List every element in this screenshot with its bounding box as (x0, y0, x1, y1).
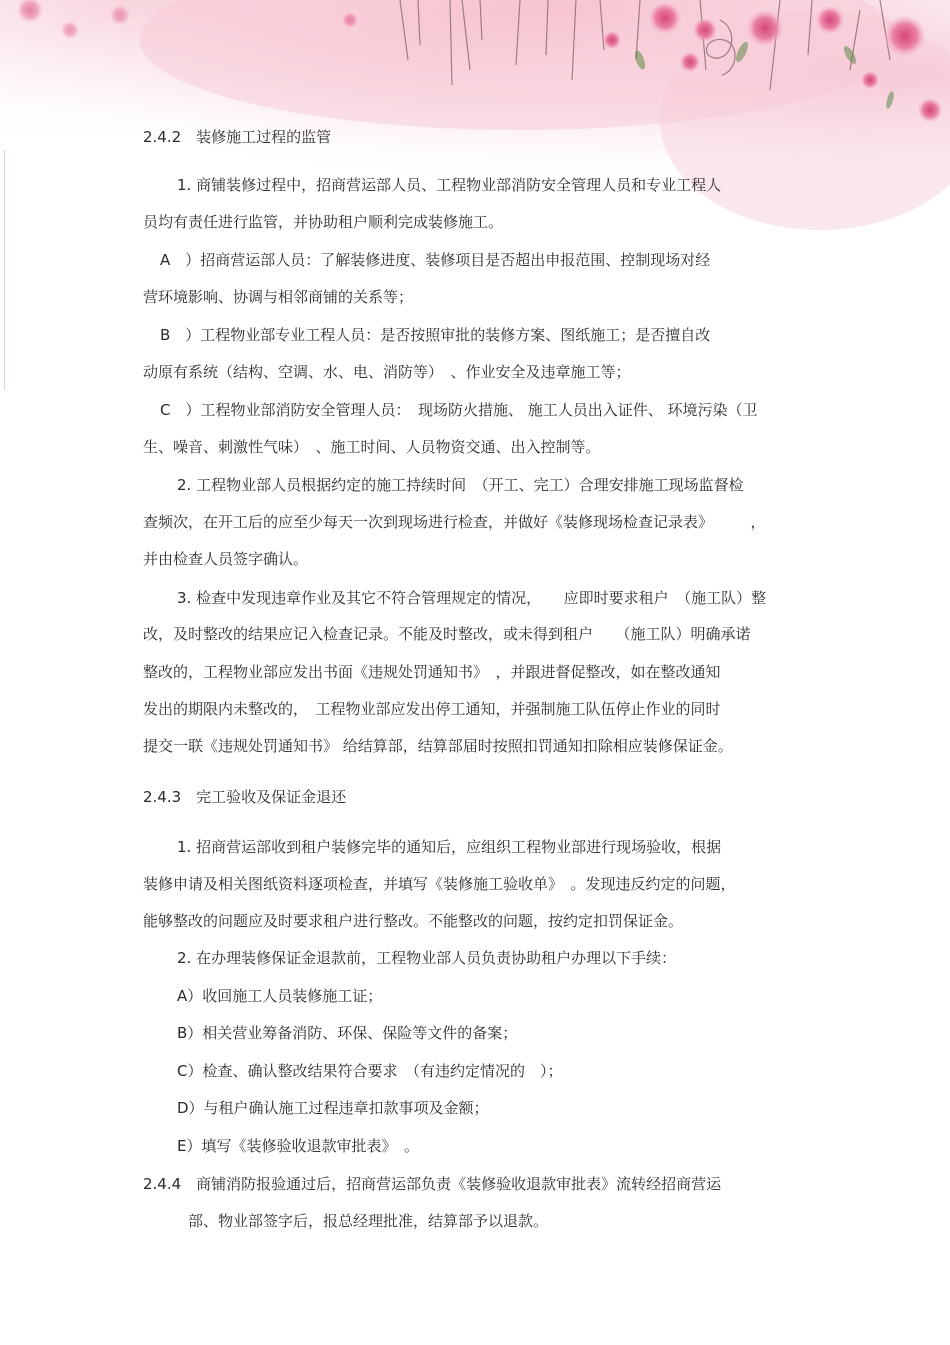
paragraph-line: 2. 在办理装修保证金退款前，工程物业部人员负责协助租户办理以下手续： (177, 949, 677, 967)
paragraph-line: 改，及时整改的结果应记入检查记录。不能及时整改，或未得到租户 （施工队）明确承诺 (143, 625, 751, 643)
list-item: A）收回施工人员装修施工证； (177, 987, 383, 1005)
paragraph-line: 3. 检查中发现违章作业及其它不符合管理规定的情况， 应即时要求租户 （施工队）整 (177, 589, 767, 607)
left-border-line (4, 150, 5, 390)
paragraph-line: 1. 商铺装修过程中，招商营运部人员、工程物业部消防安全管理人员和专业工程人 (177, 176, 722, 194)
paragraph-line: 并由检查人员签字确认。 (143, 550, 309, 568)
paragraph-line: 员均有责任进行监管，并协助租户顺利完成装修施工。 (143, 213, 504, 231)
paragraph-line: 提交一联《违规处罚通知书》 给结算部，结算部届时按照扣罚通知扣除相应装修保证金。 (143, 737, 733, 755)
paragraph-line: 1. 招商营运部收到租户装修完毕的通知后，应组织工程物业部进行现场验收，根据 (177, 838, 722, 856)
paragraph-line: 动原有系统（结构、空调、水、电、消防等） 、作业安全及违章施工等； (143, 363, 631, 381)
paragraph-line: 装修申请及相关图纸资料逐项检查，并填写《装修施工验收单》 。发现违反约定的问题， (143, 875, 736, 893)
paragraph-line: 整改的，工程物业部应发出书面《违规处罚通知书》 ，并跟进督促整改，如在整改通知 (143, 663, 721, 681)
paragraph-line: 生、噪音、刺激性气味） 、施工时间、人员物资交通、出入控制等。 (143, 438, 601, 456)
paragraph-line: A ）招商营运部人员：了解装修进度、装修项目是否超出申报范围、控制现场对经 (160, 251, 711, 269)
list-item: C）检查、确认整改结果符合要求 （有违约定情况的 ）； (177, 1062, 563, 1080)
paragraph-line: 发出的期限内未整改的， 工程物业部应发出停工通知，并强制施工队伍停止作业的同时 (143, 700, 721, 718)
paragraph-line: 营环境影响、协调与相邻商铺的关系等； (143, 288, 414, 306)
paragraph-line: C ）工程物业部消防安全管理人员： 现场防火措施、 施工人员出入证件、 环境污染（卫 (160, 401, 758, 419)
paragraph-line: 查频次，在开工后的应至少每天一次到现场进行检查，并做好《装修现场检查记录表》 ， (143, 513, 766, 531)
section-2-4-4-line: 部、物业部签字后，报总经理批准，结算部予以退款。 (188, 1212, 549, 1230)
paragraph-line: B ）工程物业部专业工程人员：是否按照审批的装修方案、图纸施工；是否擅自改 (160, 326, 711, 344)
list-item: D）与租户确认施工过程违章扣款事项及金额； (177, 1099, 489, 1117)
paragraph-line: 2. 工程物业部人员根据约定的施工持续时间 （开工、完工）合理安排施工现场监督检 (177, 476, 744, 494)
list-item: E）填写《装修验收退款审批表》 。 (177, 1137, 419, 1155)
section-heading-2-4-3: 2.4.3 完工验收及保证金退还 (143, 788, 347, 806)
section-heading-2-4-2: 2.4.2 装修施工过程的监管 (143, 128, 332, 146)
list-item: B）相关营业筹备消防、环保、保险等文件的备案； (177, 1024, 518, 1042)
section-2-4-4-line: 2.4.4 商铺消防报验通过后，招商营运部负责《装修验收退款审批表》流转经招商营运 (143, 1175, 722, 1193)
paragraph-line: 能够整改的问题应及时要求租户进行整改。不能整改的问题，按约定扣罚保证金。 (143, 912, 684, 930)
